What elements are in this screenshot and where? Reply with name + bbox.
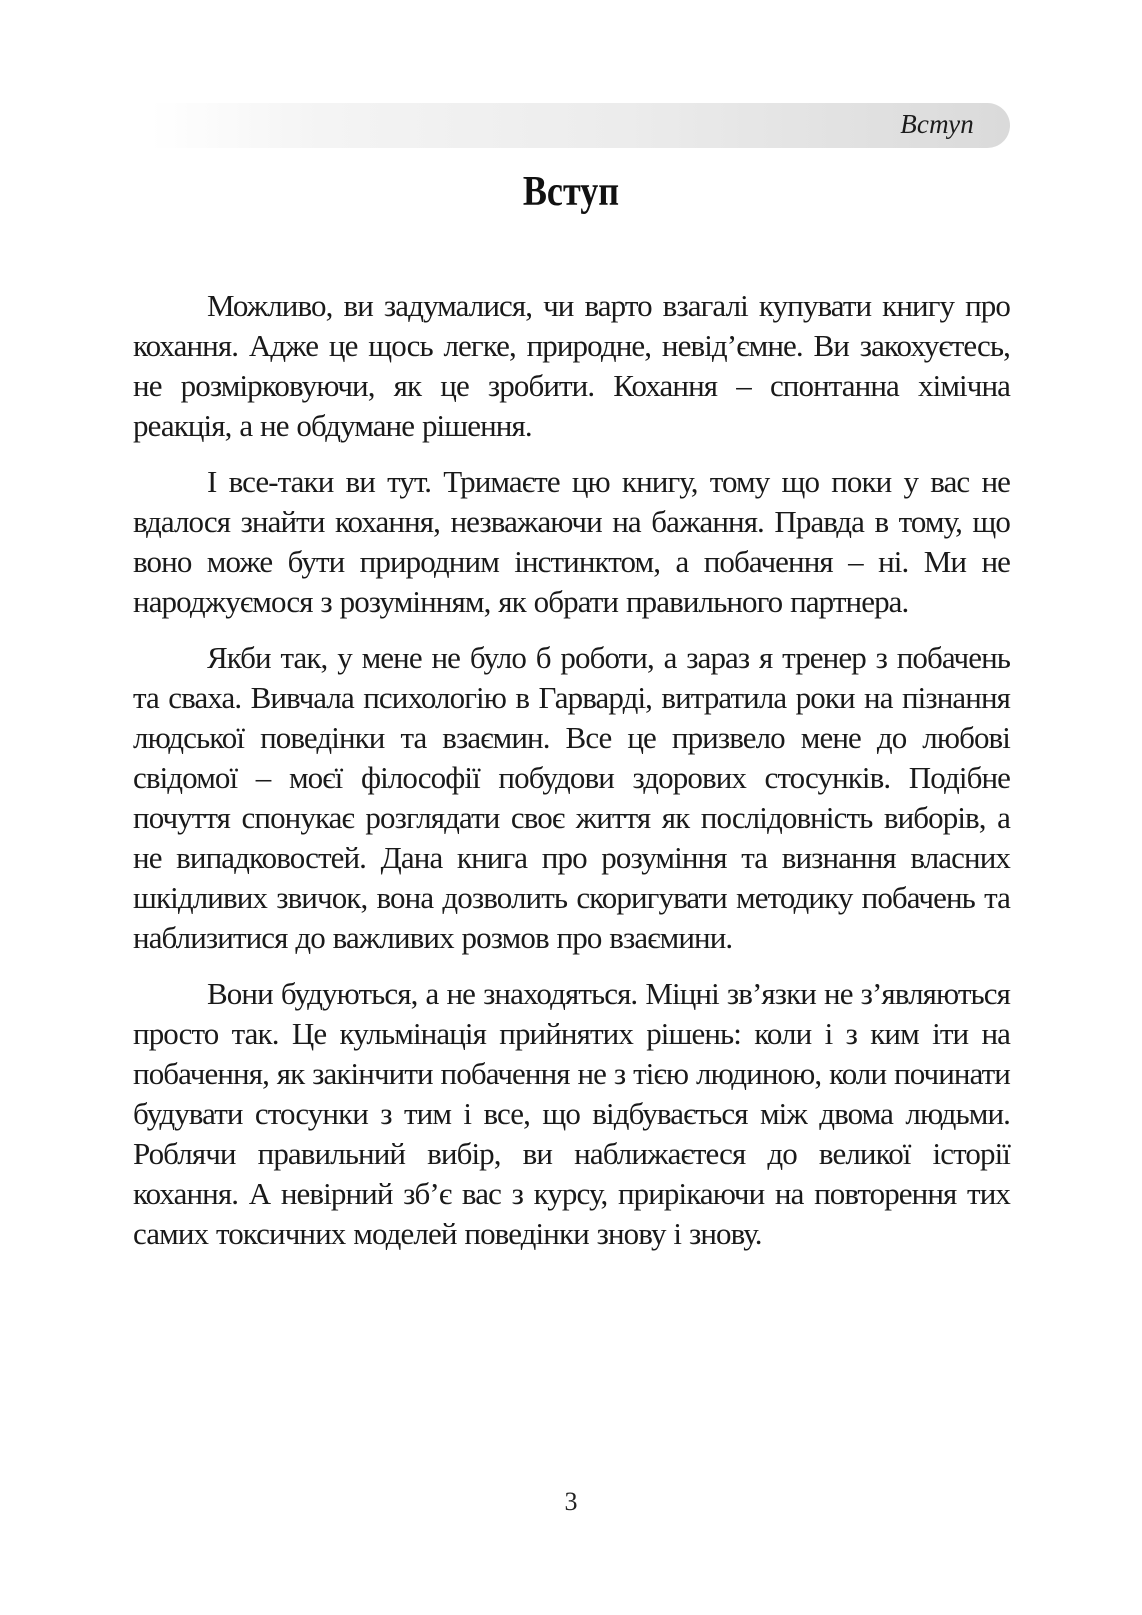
paragraph-1: Можливо, ви задумалися, чи варто взагалі купувати книгу про кохання. Адже це щось легке, природне, невід’ємне. Ви закохуєтесь, не розмірковуючи, як це зробити. Кохання – спонтанна хімічна реакція, а не обдумане рішення.	[133, 288, 1010, 443]
body-text	[133, 286, 1010, 1270]
chapter-title-text: Вступ	[522, 169, 620, 215]
page-number: 3	[564, 1487, 578, 1516]
paragraph-2: І все-таки ви тут. Тримаєте цю книгу, тому що поки у вас не вдалося знайти кохання, незважаючи на бажання. Правда в тому, що воно може бути природним інстинктом, а побачення – ні. Ми не народжуємося з розумінням, як обрати правильного партнера.	[133, 464, 1010, 619]
running-header-label: Вступ	[900, 109, 974, 139]
running-header-bar	[150, 103, 1010, 148]
chapter-title	[0, 168, 1142, 216]
paragraph-3: Якби так, у мене не було б роботи, а зараз я тренер з побачень та сваха. Вивчала психологію в Гарварді, витратила роки на пізнання людської поведінки та взаємин. Все це призвело мене до любові свідомої – моєї філософії побудови здорових стосунків. Подібне почуття спонукає розглядати своє життя як послідовність виборів, а не випадковостей. Дана книга про розуміння та визнання власних шкідливих звичок, вона дозволить скоригувати методику побачень та наблизитися до важливих розмов про взаємини.	[133, 640, 1010, 955]
paragraph-4: Вони будуються, а не знаходяться. Міцні зв’язки не з’являються просто так. Це кульмінація прийнятих рішень: коли і з ким іти на побачення, як закінчити побачення не з тією людиною, коли починати будувати стосунки з тим і все, що відбувається між двома людьми. Роблячи правильний вибір, ви наближаєтеся до великої історії кохання. А невірний зб’є вас з курсу, прирікаючи на повторення тих самих токсичних моделей поведінки знову і знову.	[133, 976, 1010, 1251]
